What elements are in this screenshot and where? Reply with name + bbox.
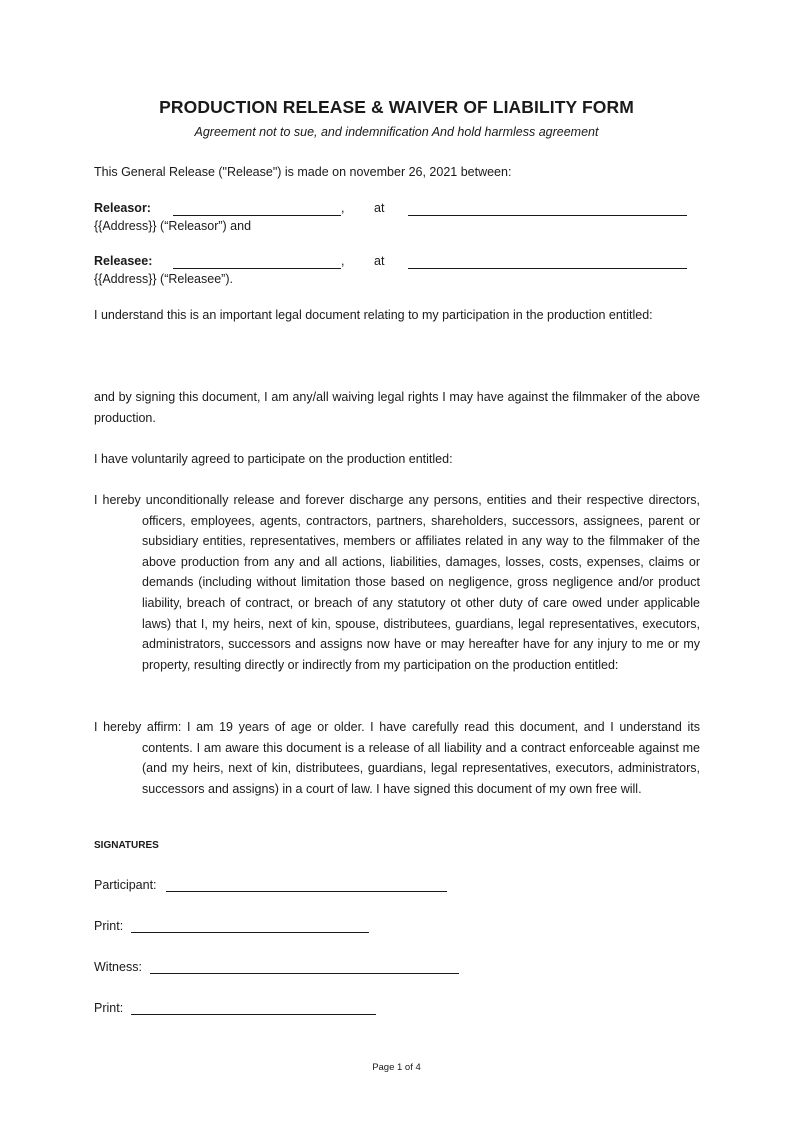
releasee-location-field[interactable] bbox=[408, 268, 687, 269]
document-subtitle: Agreement not to sue, and indemnification And hold harmless agreement bbox=[194, 125, 599, 139]
print-label-2: Print: bbox=[94, 1001, 124, 1015]
witness-signature-field[interactable] bbox=[150, 973, 459, 974]
print-name-field-1[interactable] bbox=[131, 932, 369, 933]
voluntarily-paragraph: I have voluntarily agreed to participate on the production entitled: bbox=[94, 452, 453, 466]
signatures-heading: SIGNATURES bbox=[94, 840, 159, 851]
print-name-field-2[interactable] bbox=[131, 1014, 376, 1015]
release-paragraph: I hereby unconditionally release and forever discharge any persons, entities and their respective directors, officers, employees, agents, contractors, partners, shareholders, successors, assignees, parent or subsidiary entities, representatives, members or affiliates related in any way to the filmmaker of the above production from any and all actions, liabilities, damages, losses, costs, expenses, claims or demands (including without limitation those based on negligence, gross negligence and/or product liability, breach of contract, or breach of any statutory ot other duty of care owed under applicable laws) that I, my heirs, next of kin, spouse, distributees, guardians, legal representatives, executors, administrators, successors and assigns now have or may hereafter have for any injury to me or my property, resulting directly or indirectly from my participation on the production entitled: bbox=[94, 493, 700, 672]
page-number: Page 1 of 4 bbox=[372, 1062, 421, 1073]
releasee-address: {{Address}} (“Releasee”). bbox=[94, 272, 233, 286]
print-label-1: Print: bbox=[94, 919, 124, 933]
releasor-at-label: at bbox=[374, 201, 385, 215]
intro-line: This General Release ("Release") is made on november 26, 2021 between: bbox=[94, 165, 512, 179]
releasee-at-label: at bbox=[374, 254, 385, 268]
affirm-paragraph: I hereby affirm: I am 19 years of age or older. I have carefully read this document, and I understand its contents. I am aware this document is a release of all liability and a contract enforceable against me (and my heirs, next of kin, distributees, guardians, legal representatives, executors, administrators, successors and assigns) in a court of law. I have signed this document of my own free will. bbox=[94, 720, 700, 796]
releasor-location-field[interactable] bbox=[408, 215, 687, 216]
releasor-address: {{Address}} (“Releasor”) and bbox=[94, 219, 252, 233]
participant-label: Participant: bbox=[94, 878, 157, 892]
waiving-paragraph: and by signing this document, I am any/all waiving legal rights I may have against the filmmaker of the above production. bbox=[94, 390, 700, 425]
document-title: PRODUCTION RELEASE & WAIVER OF LIABILITY FORM bbox=[159, 97, 634, 117]
releasor-comma: , bbox=[341, 201, 345, 215]
releasee-label: Releasee: bbox=[94, 254, 153, 268]
participant-signature-field[interactable] bbox=[166, 891, 447, 892]
understand-paragraph: I understand this is an important legal document relating to my participation in the production entitled: bbox=[94, 308, 653, 322]
releasee-comma: , bbox=[341, 254, 345, 268]
witness-label: Witness: bbox=[94, 960, 142, 974]
releasor-label: Releasor: bbox=[94, 201, 151, 215]
